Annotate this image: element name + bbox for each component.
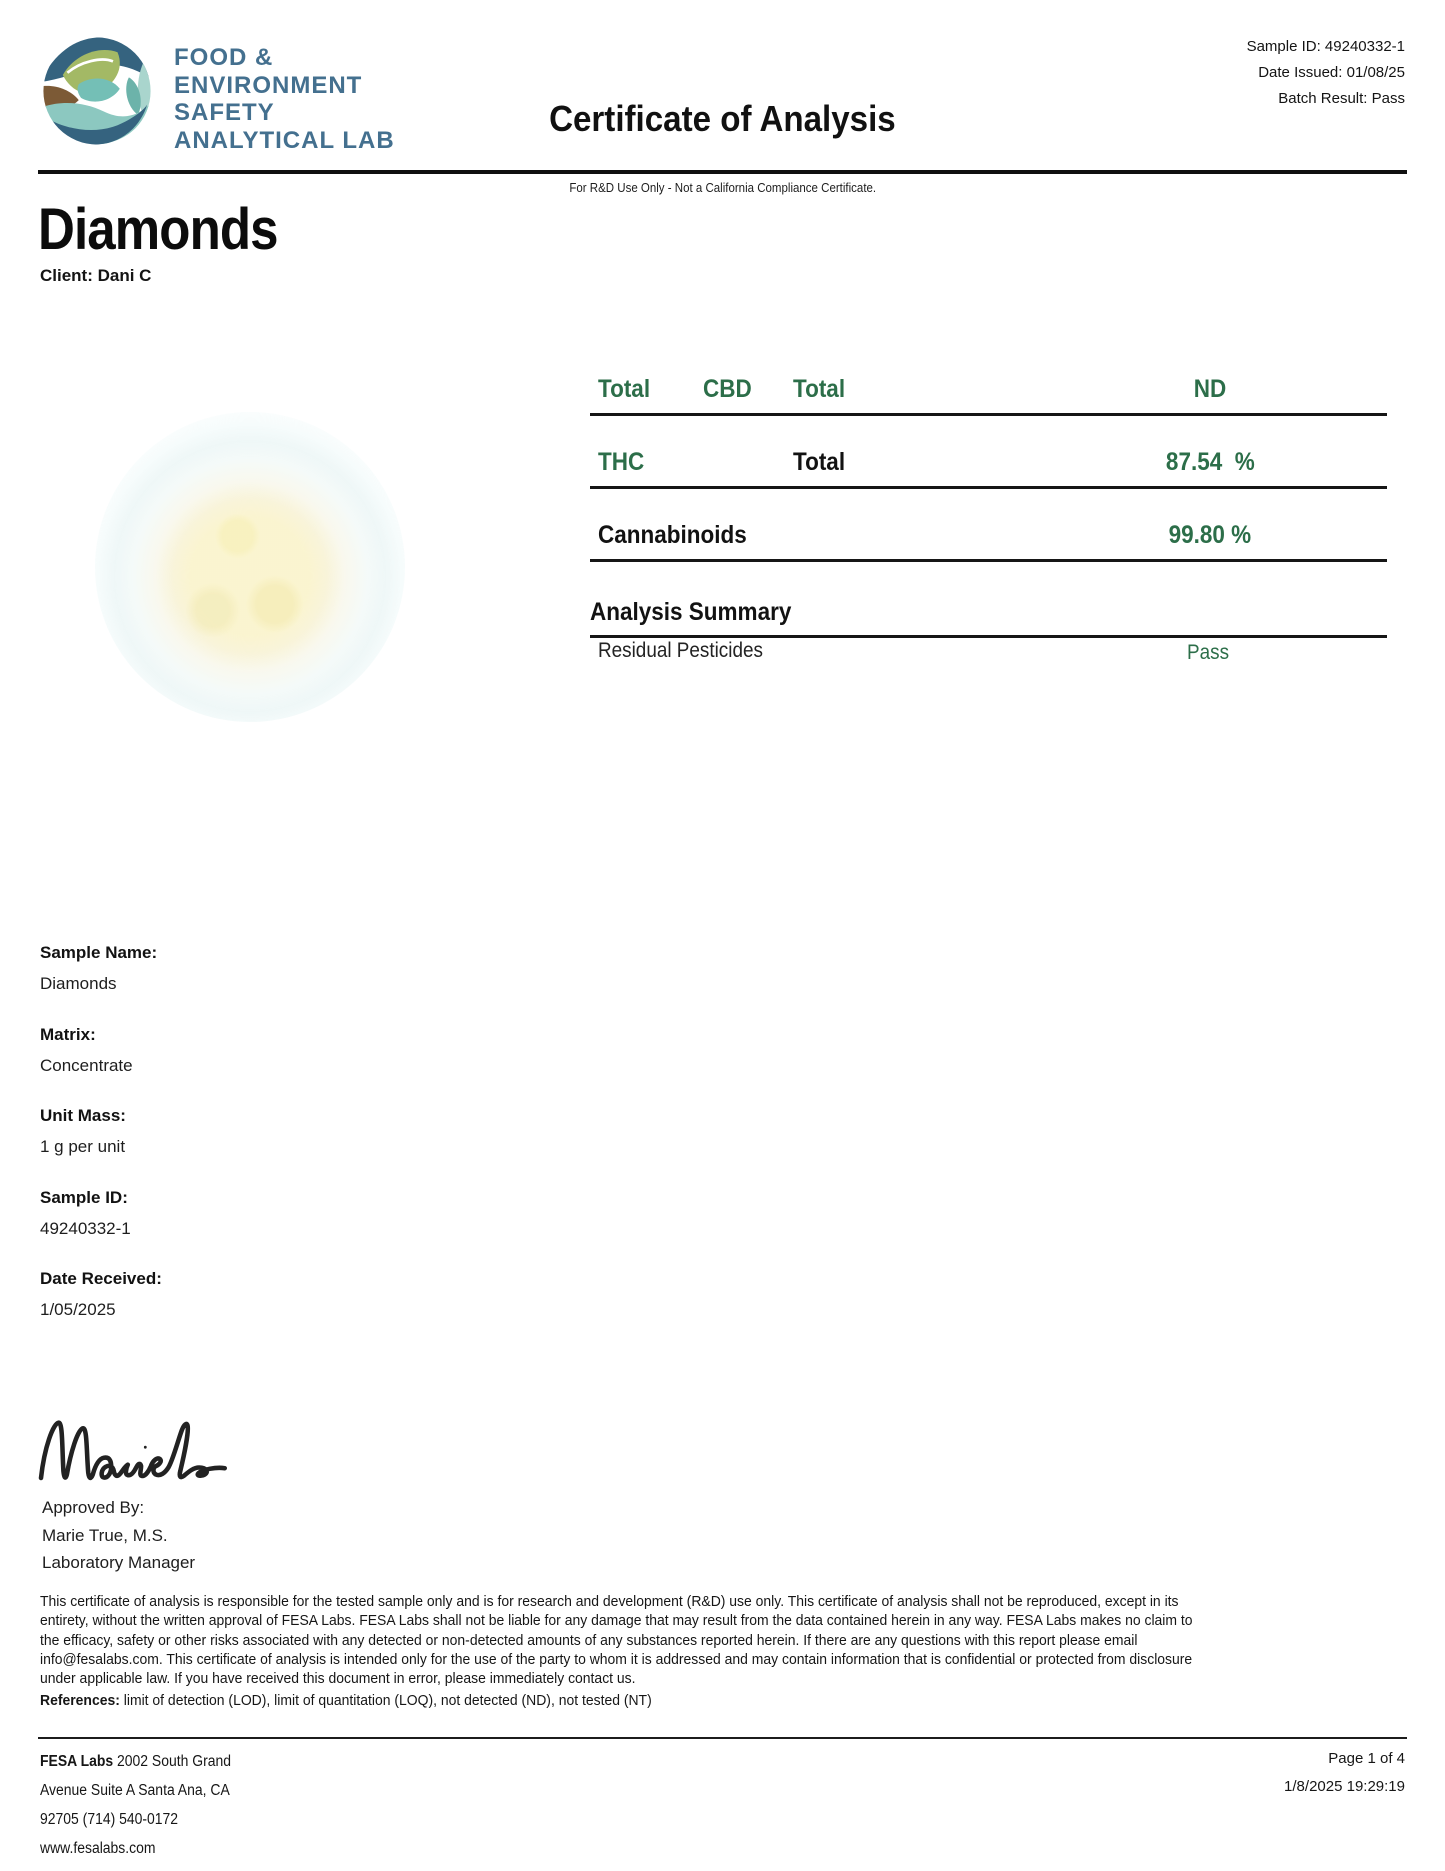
meta-date-issued: Date Issued: 01/08/25 (1258, 64, 1405, 81)
footer-divider (38, 1737, 1407, 1739)
document-title: Certificate of Analysis (549, 98, 896, 139)
logo-line: SAFETY (174, 99, 275, 126)
print-timestamp: 1/8/2025 19:29:19 (1284, 1778, 1405, 1795)
footer-website: www.fesalabs.com (40, 1840, 156, 1857)
row-label: Total (598, 375, 651, 403)
references-text: limit of detection (LOD), limit of quantitation (LOQ), not detected (ND), not tested (NT) (119, 1692, 652, 1709)
info-value: Diamonds (40, 974, 117, 993)
disclaimer-paragraph: This certificate of analysis is responsible for the tested sample only and is for research and development (R&D) use only. This certificate of analysis shall not be reproduced, except in its entirety, without the written approval of FESA Labs. FESA Labs shall not be liable for any damage that may result from the data contained herein in any way. FESA Labs makes no claim to the efficacy, safety or other risks associated with any detected or non-detected amounts of any substances reported herein. If there are any questions with this report please email info@fesalabs.com. This certificate of analysis is intended only for the use of the party to whom it is addressed and may contain information that is confidential or protected from disclosure under applicable law. If you have received this document in error, please immediately contact us. (40, 1593, 1193, 1688)
info-label: Unit Mass: (40, 1106, 126, 1125)
meta-sample-id: Sample ID: 49240332-1 (1246, 38, 1405, 55)
meta-batch-result: Batch Result: Pass (1278, 90, 1405, 107)
analysis-summary-title: Analysis Summary (590, 598, 792, 626)
footer-phone: 92705 (714) 540-0172 (40, 1811, 179, 1828)
row-value: 99.80 % (1168, 521, 1252, 549)
row-label: THC (598, 448, 645, 476)
footer-address (40, 1747, 252, 1863)
row-label: Total (793, 375, 846, 403)
references-label: References: (40, 1692, 120, 1709)
footer-address-line: Avenue Suite A Santa Ana, CA (40, 1782, 230, 1799)
results-table (590, 343, 1387, 562)
row-label: Cannabinoids (598, 521, 747, 549)
row-value: 87.54 % (1165, 448, 1255, 476)
page-number: Page 1 of 4 (1328, 1750, 1405, 1767)
approved-by-label: Approved By: (42, 1498, 145, 1517)
footer-address-line: 2002 South Grand (113, 1753, 232, 1770)
row-label: CBD (703, 375, 752, 403)
approver-name: Marie True, M.S. (42, 1526, 168, 1545)
sample-info-item (40, 1269, 460, 1320)
logo-line: ENVIRONMENT (174, 71, 363, 99)
row-label: Total (793, 448, 846, 476)
footer-lab-name: FESA Labs (40, 1753, 114, 1770)
sample-info-item (40, 1106, 460, 1157)
table-row (590, 343, 1387, 416)
info-value: 1/05/2025 (40, 1300, 116, 1319)
logo-line: ANALYTICAL LAB (174, 126, 395, 154)
test-result: Pass (1186, 641, 1229, 664)
table-row (590, 416, 1387, 489)
info-value: Concentrate (40, 1056, 133, 1075)
logo-line: FOOD & (174, 44, 274, 71)
client-line: Client: Dani C (40, 266, 152, 285)
sample-name-title: Diamonds (38, 197, 278, 262)
approver-title: Laboratory Manager (42, 1553, 196, 1572)
sample-info-item (40, 1025, 460, 1076)
signature-image (34, 1404, 230, 1496)
info-label: Date Received: (40, 1269, 162, 1288)
footer-pagination (1284, 1745, 1405, 1801)
sample-info-item (40, 943, 460, 994)
test-name: Residual Pesticides (598, 639, 763, 662)
info-value: 1 g per unit (40, 1137, 126, 1156)
info-label: Matrix: (40, 1025, 96, 1044)
table-row (590, 489, 1387, 562)
analysis-summary-row (590, 638, 1387, 678)
info-value: 49240332-1 (40, 1219, 131, 1238)
analysis-summary (590, 598, 1387, 678)
row-value: ND (1193, 375, 1227, 403)
sample-info-item (40, 1188, 460, 1239)
info-label: Sample ID: (40, 1188, 128, 1207)
references-line (40, 1692, 1198, 1709)
document-subtitle: For R&D Use Only - Not a California Compliance Certificate. (569, 181, 876, 195)
header-divider (38, 170, 1407, 174)
info-label: Sample Name: (40, 943, 158, 962)
product-photo (95, 412, 405, 722)
